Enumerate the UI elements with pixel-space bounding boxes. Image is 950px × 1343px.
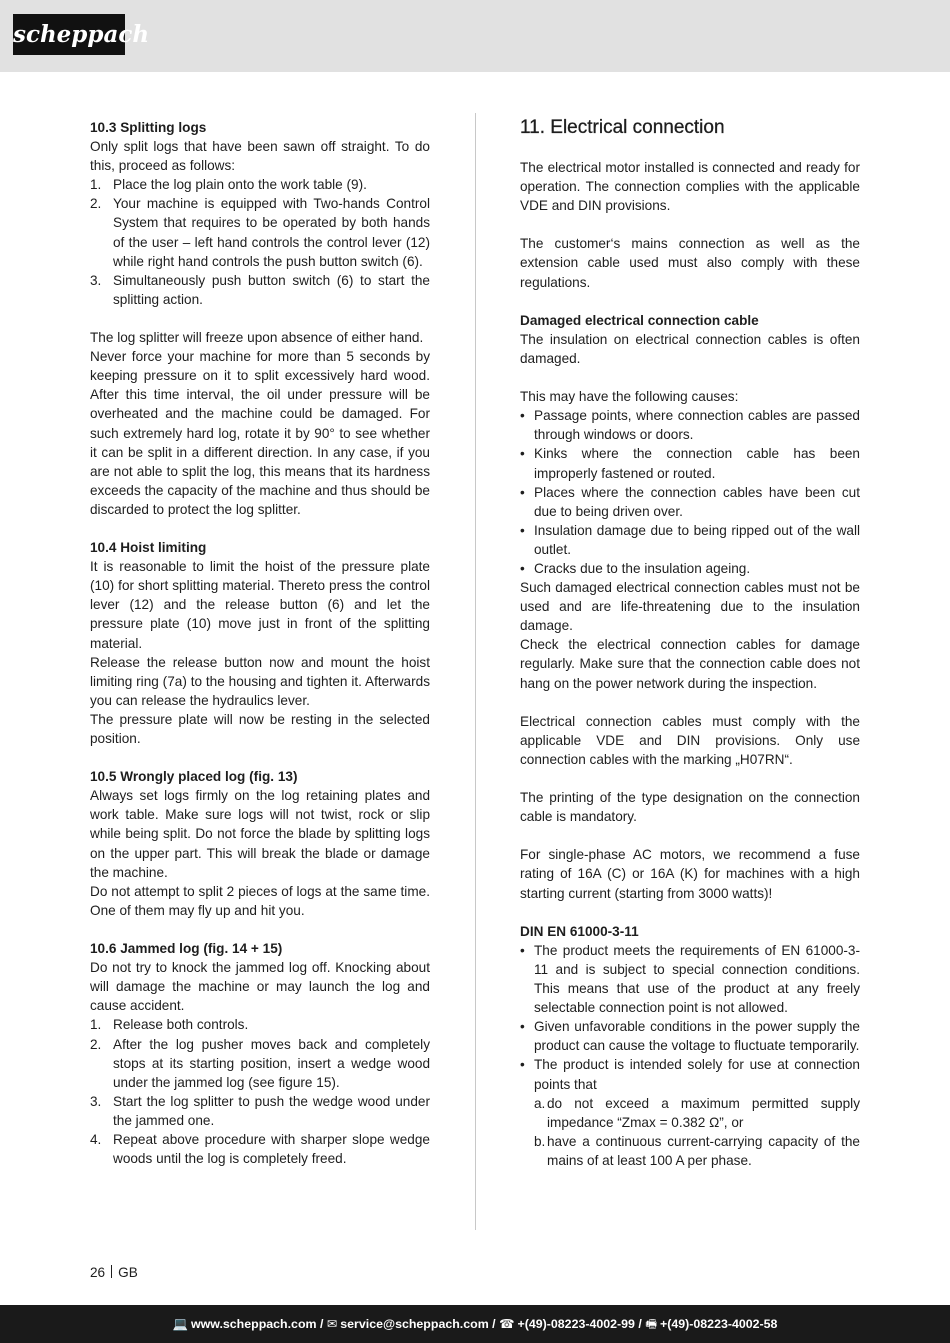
numbered-list bbox=[90, 175, 430, 309]
paragraph: The customer‘s mains connection as well as the extension cable used must also comply with these regulations. bbox=[520, 236, 860, 290]
list-item: • Cracks due to the insulation ageing. bbox=[520, 560, 751, 576]
page-number: 26 GB bbox=[90, 1265, 138, 1280]
email-link[interactable]: service@scheppach.com / bbox=[340, 1317, 496, 1331]
paragraph: This may have the following causes: bbox=[520, 389, 739, 405]
paragraph: The log splitter will freeze upon absence of either hand. bbox=[90, 330, 424, 346]
paragraph: Check the electrical connection cables for damage regularly. Make sure that the connection cable does not hang on the power network during the inspection. bbox=[520, 637, 860, 691]
section-heading: 10.6 Jammed log (fig. 14 + 15) bbox=[90, 941, 283, 957]
list-item: • Places where the connection cables have been cut due to being driven over. bbox=[520, 484, 860, 519]
list-item: • Kinks where the connection cable has been improperly fastened or routed. bbox=[520, 446, 860, 481]
paragraph: The insulation on electrical connection cables is often damaged. bbox=[520, 331, 860, 366]
paragraph: Release the release button now and mount the hoist limiting ring (7a) to the housing and tighten it. Afterwards you can release the hydraulics lever. bbox=[90, 654, 430, 708]
paragraph: The printing of the type designation on the connection cable is mandatory. bbox=[520, 790, 860, 825]
paragraph: The pressure plate will now be resting in the selected position. bbox=[90, 711, 430, 746]
list-item: 2. Your machine is equipped with Two-hands Control System that requires to be operated by both hands of the user – left hand controls the control lever (12) while right hand controls the push button switch (6). bbox=[90, 196, 430, 269]
section-heading: 10.4 Hoist limiting bbox=[90, 540, 207, 556]
list-item: 1. Release both controls. bbox=[90, 1017, 249, 1033]
left-column bbox=[90, 118, 430, 1168]
list-item: 3. Start the log splitter to push the wedge wood under the jammed one. bbox=[90, 1093, 430, 1128]
fax-icon: 🖷 bbox=[645, 1317, 657, 1331]
brand-logo: scheppach bbox=[13, 14, 125, 55]
column-divider bbox=[475, 113, 476, 1230]
lettered-list bbox=[534, 1094, 860, 1170]
paragraph: Such damaged electrical connection cables must not be used and are life-threatening due to the insulation damage. bbox=[520, 580, 860, 634]
footer-bar bbox=[0, 1305, 950, 1343]
chapter-heading: 11. Electrical connection bbox=[520, 117, 725, 138]
list-item: 1. Place the log plain onto the work table (9). bbox=[90, 177, 367, 193]
bullet-list bbox=[520, 406, 860, 578]
section-heading: DIN EN 61000-3-11 bbox=[520, 923, 639, 939]
paragraph: Do not attempt to split 2 pieces of logs at the same time. One of them may fly up and hit you. bbox=[90, 883, 430, 918]
paragraph: The electrical motor installed is connected and ready for operation. The connection complies with the applicable VDE and DIN provisions. bbox=[520, 160, 860, 214]
phone-icon: ☎ bbox=[499, 1317, 515, 1331]
section-heading: Damaged electrical connection cable bbox=[520, 312, 759, 328]
section-heading: 10.5 Wrongly placed log (fig. 13) bbox=[90, 769, 298, 785]
bullet-list bbox=[520, 941, 860, 1094]
fax-number: +(49)-08223-4002-58 bbox=[660, 1317, 778, 1331]
website-link[interactable]: www.scheppach.com / bbox=[190, 1317, 324, 1331]
computer-icon: 💻 bbox=[172, 1317, 188, 1331]
list-item: • Given unfavorable conditions in the power supply the product can cause the voltage to fluctuate temporarily. bbox=[520, 1019, 860, 1054]
phone-number: +(49)-08223-4002-99 / bbox=[517, 1317, 642, 1331]
list-item: • Passage points, where connection cables are passed through windows or doors. bbox=[520, 408, 860, 443]
list-item: 3. Simultaneously push button switch (6) to start the splitting action. bbox=[90, 272, 430, 307]
paragraph: Do not try to knock the jammed log off. Knocking about will damage the machine or may launch the log and cause accident. bbox=[90, 960, 430, 1014]
numbered-list bbox=[90, 1015, 430, 1168]
paragraph: Electrical connection cables must comply with the applicable VDE and DIN provisions. Only use connection cables with the marking „H07RN“. bbox=[520, 713, 860, 767]
list-item: • The product meets the requirements of EN 61000-3-11 and is subject to special connection conditions. This means that use of the product at any freely selectable connection point is not allowed. bbox=[520, 942, 860, 1016]
paragraph: For single-phase AC motors, we recommend a fuse rating of 16A (C) or 16A (K) for machines with a high starting current (starting from 3000 watts)! bbox=[520, 847, 860, 901]
list-item: b. have a continuous current-carrying capacity of the mains of at least 100 A per phase. bbox=[534, 1133, 860, 1168]
list-item: • Insulation damage due to being ripped out of the wall outlet. bbox=[520, 522, 860, 557]
list-item: 4. Repeat above procedure with sharper slope wedge woods until the log is completely freed. bbox=[90, 1131, 430, 1167]
header-bar bbox=[0, 0, 950, 72]
paragraph: Always set logs firmly on the log retaining plates and work table. Make sure logs will not twist, rock or slip while being split. Do not force the blade by splitting logs on the upper part. This will break the blade or damage the machine. bbox=[90, 788, 430, 880]
list-item: • The product is intended solely for use at connection points that bbox=[520, 1057, 860, 1092]
paragraph: It is reasonable to limit the hoist of the pressure plate (10) for short splitting material. Thereto press the control lever (12) and the release button (6) and let the pressure plate (10) move just in front of the splitting material. bbox=[90, 559, 430, 651]
paragraph: Only split logs that have been sawn off straight. To do this, proceed as follows: bbox=[90, 139, 430, 174]
paragraph: Never force your machine for more than 5 seconds by keeping pressure on it to split excessively hard wood. After this time interval, the oil under pressure will be overheated and the machine could be damaged. For such extremely hard log, rotate it by 90° to see whether it can be split in a different direction. In any case, if you are not able to split the log, this means that its hardness exceeds the capacity of the machine and thus should be discarded to protect the log splitter. bbox=[90, 349, 430, 517]
list-item: 2. After the log pusher moves back and completely stops at its starting position, insert a wedge wood under the jammed log (see figure 15). bbox=[90, 1036, 430, 1090]
section-heading: 10.3 Splitting logs bbox=[90, 120, 207, 135]
right-column bbox=[520, 118, 860, 1170]
mail-icon: ✉ bbox=[326, 1317, 338, 1331]
list-item: a. do not exceed a maximum permitted supply impedance “Zmax = 0.382 Ω”, or bbox=[534, 1095, 860, 1130]
